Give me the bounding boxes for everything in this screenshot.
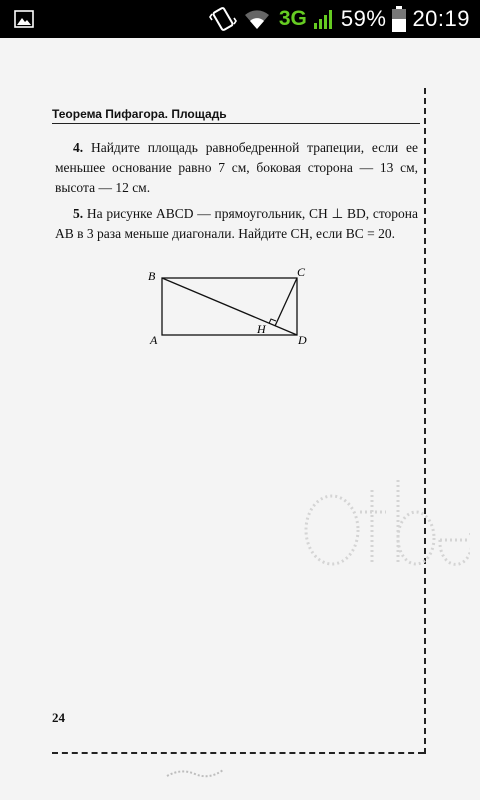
problem-4-text: Найдите площадь равнобедренной трапеции, если ее меньшее основание равно 7 см, боковая сторона — 13 см, высота — 12 см. (55, 140, 418, 195)
watermark-logo (290, 470, 470, 590)
clock: 20:19 (412, 6, 470, 31)
problem-5 (55, 204, 418, 244)
page-cut-line-horizontal (52, 752, 424, 754)
label-d: D (298, 333, 307, 347)
problem-5-text: На рисунке ABCD — прямоугольник, CH ⊥ BD, сторона AB в 3 раза меньше диагонали. Найдите CH, если BC = 20. (55, 206, 419, 241)
problem-4-number: 4. (73, 140, 84, 155)
perpendicular-ch (275, 278, 297, 326)
wifi-icon (243, 7, 271, 31)
network-type-label: 3G (278, 7, 307, 30)
bottom-watermark-fragment (165, 766, 225, 780)
status-icons (209, 0, 470, 38)
label-h: H (257, 322, 266, 336)
right-angle-mark (269, 319, 276, 324)
status-bar (0, 0, 480, 38)
problem-4 (55, 138, 418, 198)
label-a: A (150, 333, 158, 347)
header-rule (52, 123, 420, 124)
label-b: B (148, 269, 156, 283)
battery-percentage: 59% (340, 6, 387, 31)
signal-strength-icon (313, 8, 335, 30)
page-cut-line-vertical (424, 88, 426, 754)
rectangle-figure (145, 262, 315, 352)
section-header: Теорема Пифагора. Площадь (52, 107, 227, 121)
label-c: C (297, 265, 306, 279)
page-number: 24 (52, 710, 65, 725)
diagonal-bd (162, 278, 297, 335)
vibrate-icon (209, 6, 237, 32)
battery-icon (392, 6, 406, 32)
problem-5-number: 5. (73, 206, 84, 221)
gallery-notification-icon (14, 10, 34, 28)
